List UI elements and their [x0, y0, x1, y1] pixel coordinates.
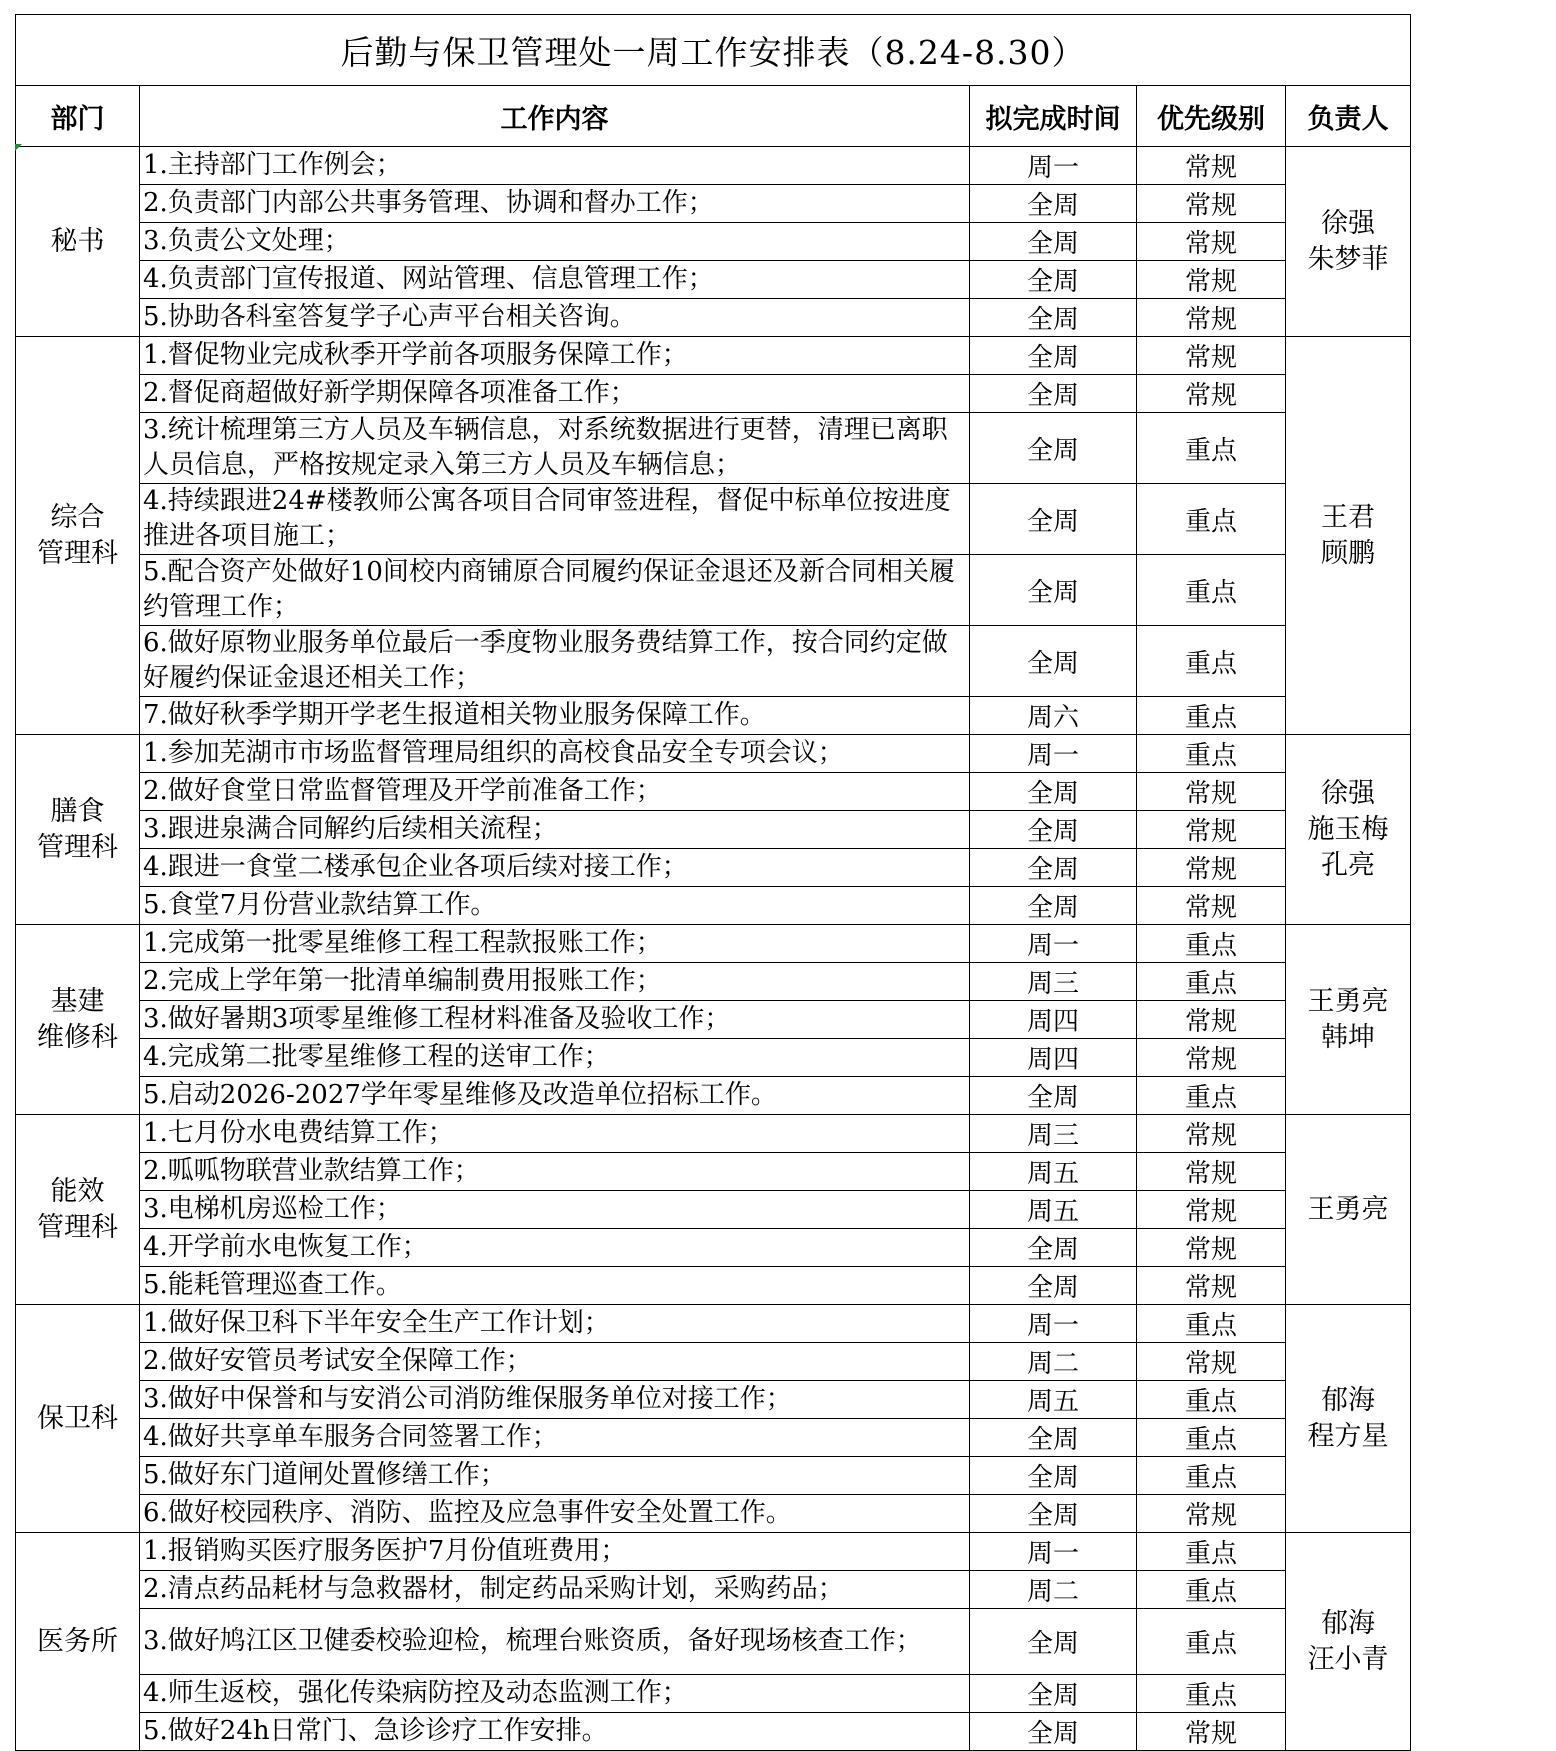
time-cell: 周二: [970, 1571, 1137, 1609]
owner-cell: 徐强 朱梦菲: [1286, 147, 1411, 337]
task-cell: 6.做好原物业服务单位最后一季度物业服务费结算工作，按合同约定做好履约保证金退还相关工作；: [140, 626, 970, 697]
priority-cell: 常规: [1137, 1039, 1286, 1077]
task-cell: 3.电梯机房巡检工作；: [140, 1191, 970, 1229]
priority-cell: 重点: [1137, 1419, 1286, 1457]
priority-cell: 重点: [1137, 555, 1286, 626]
dept-cell: 基建 维修科: [16, 925, 140, 1115]
task-cell: 6.做好校园秩序、消防、监控及应急事件安全处置工作。: [140, 1495, 970, 1533]
task-cell: 5.做好24h日常门、急诊诊疗工作安排。: [140, 1713, 970, 1751]
priority-cell: 重点: [1137, 1457, 1286, 1495]
priority-cell: 重点: [1137, 1533, 1286, 1571]
table-row: [16, 1533, 1411, 1571]
task-cell: 2.做好食堂日常监督管理及开学前准备工作；: [140, 773, 970, 811]
priority-cell: 重点: [1137, 626, 1286, 697]
table-row: [16, 963, 1411, 1001]
time-cell: 全周: [970, 375, 1137, 413]
priority-cell: 重点: [1137, 1077, 1286, 1115]
owner-cell: 徐强 施玉梅 孔亮: [1286, 735, 1411, 925]
priority-cell: 常规: [1137, 811, 1286, 849]
header-priority: 优先级别: [1137, 86, 1286, 147]
dept-cell: 能效 管理科: [16, 1115, 140, 1305]
table-row: [16, 887, 1411, 925]
task-cell: 5.配合资产处做好10间校内商铺原合同履约保证金退还及新合同相关履约管理工作；: [140, 555, 970, 626]
task-cell: 2.负责部门内部公共事务管理、协调和督办工作；: [140, 185, 970, 223]
table-row: [16, 1571, 1411, 1609]
owner-cell: 王勇亮 韩坤: [1286, 925, 1411, 1115]
priority-cell: 重点: [1137, 925, 1286, 963]
time-cell: 周五: [970, 1191, 1137, 1229]
time-cell: 全周: [970, 223, 1137, 261]
task-cell: 3.跟进泉满合同解约后续相关流程；: [140, 811, 970, 849]
priority-cell: 常规: [1137, 1115, 1286, 1153]
time-cell: 周四: [970, 1039, 1137, 1077]
table-row: [16, 773, 1411, 811]
time-cell: 周二: [970, 1343, 1137, 1381]
task-cell: 4.跟进一食堂二楼承包企业各项后续对接工作；: [140, 849, 970, 887]
table-row: [16, 735, 1411, 773]
time-cell: 全周: [970, 1077, 1137, 1115]
task-cell: 2.完成上学年第一批清单编制费用报账工作；: [140, 963, 970, 1001]
table-row: [16, 697, 1411, 735]
task-cell: 1.完成第一批零星维修工程工程款报账工作；: [140, 925, 970, 963]
priority-cell: 常规: [1137, 773, 1286, 811]
time-cell: 周一: [970, 925, 1137, 963]
task-cell: 3.做好鸠江区卫健委校验迎检，梳理台账资质，备好现场核查工作；: [140, 1609, 970, 1675]
table-row: [16, 626, 1411, 697]
priority-cell: 重点: [1137, 413, 1286, 484]
owner-cell: 王勇亮: [1286, 1115, 1411, 1305]
task-cell: 5.启动2026-2027学年零星维修及改造单位招标工作。: [140, 1077, 970, 1115]
dept-cell: 保卫科: [16, 1305, 140, 1533]
time-cell: 全周: [970, 773, 1137, 811]
task-cell: 3.做好中保誉和与安消公司消防维保服务单位对接工作；: [140, 1381, 970, 1419]
work-schedule-table: [15, 14, 1411, 1751]
task-cell: 4.完成第二批零星维修工程的送审工作；: [140, 1039, 970, 1077]
task-cell: 1.七月份水电费结算工作；: [140, 1115, 970, 1153]
priority-cell: 常规: [1137, 375, 1286, 413]
header-owner: 负责人: [1286, 86, 1411, 147]
priority-cell: 常规: [1137, 1495, 1286, 1533]
time-cell: 全周: [970, 849, 1137, 887]
task-cell: 5.食堂7月份营业款结算工作。: [140, 887, 970, 925]
table-row: [16, 299, 1411, 337]
time-cell: 全周: [970, 626, 1137, 697]
priority-cell: 常规: [1137, 147, 1286, 185]
time-cell: 周一: [970, 1533, 1137, 1571]
table-row: [16, 1115, 1411, 1153]
table-row: [16, 1419, 1411, 1457]
table-row: [16, 849, 1411, 887]
time-cell: 周三: [970, 963, 1137, 1001]
priority-cell: 常规: [1137, 1267, 1286, 1305]
priority-cell: 重点: [1137, 963, 1286, 1001]
time-cell: 全周: [970, 484, 1137, 555]
priority-cell: 常规: [1137, 1229, 1286, 1267]
time-cell: 全周: [970, 185, 1137, 223]
table-row: [16, 1229, 1411, 1267]
time-cell: 全周: [970, 1675, 1137, 1713]
priority-cell: 常规: [1137, 887, 1286, 925]
time-cell: 周六: [970, 697, 1137, 735]
time-cell: 全周: [970, 887, 1137, 925]
table-row: [16, 1713, 1411, 1751]
owner-cell: 郁海 汪小青: [1286, 1533, 1411, 1751]
priority-cell: 重点: [1137, 1381, 1286, 1419]
time-cell: 周五: [970, 1381, 1137, 1419]
priority-cell: 常规: [1137, 299, 1286, 337]
priority-cell: 重点: [1137, 1609, 1286, 1675]
task-cell: 4.持续跟进24#楼教师公寓各项目合同审签进程，督促中标单位按进度推进各项目施工；: [140, 484, 970, 555]
task-cell: 2.督促商超做好新学期保障各项准备工作；: [140, 375, 970, 413]
table-row: [16, 413, 1411, 484]
priority-cell: 常规: [1137, 261, 1286, 299]
time-cell: 全周: [970, 1419, 1137, 1457]
time-cell: 周三: [970, 1115, 1137, 1153]
task-cell: 1.报销购买医疗服务医护7月份值班费用；: [140, 1533, 970, 1571]
priority-cell: 重点: [1137, 1305, 1286, 1343]
task-cell: 4.师生返校，强化传染病防控及动态监测工作；: [140, 1675, 970, 1713]
table-row: [16, 1305, 1411, 1343]
table-row: [16, 1001, 1411, 1039]
time-cell: 全周: [970, 1495, 1137, 1533]
header-content: 工作内容: [140, 86, 970, 147]
dept-cell: 综合 管理科: [16, 337, 140, 735]
time-cell: 周一: [970, 735, 1137, 773]
header-time: 拟完成时间: [970, 86, 1137, 147]
owner-cell: 郁海 程方星: [1286, 1305, 1411, 1533]
task-cell: 2.呱呱物联营业款结算工作；: [140, 1153, 970, 1191]
dept-cell: 医务所: [16, 1533, 140, 1751]
table-row: [16, 1609, 1411, 1675]
dept-cell: 膳食 管理科: [16, 735, 140, 925]
priority-cell: 常规: [1137, 849, 1286, 887]
task-cell: 2.做好安管员考试安全保障工作；: [140, 1343, 970, 1381]
time-cell: 全周: [970, 1267, 1137, 1305]
priority-cell: 重点: [1137, 735, 1286, 773]
owner-cell: 王君 顾鹏: [1286, 337, 1411, 735]
task-cell: 7.做好秋季学期开学老生报道相关物业服务保障工作。: [140, 697, 970, 735]
time-cell: 全周: [970, 1229, 1137, 1267]
time-cell: 全周: [970, 261, 1137, 299]
table-row: [16, 1381, 1411, 1419]
priority-cell: 重点: [1137, 484, 1286, 555]
time-cell: 全周: [970, 413, 1137, 484]
priority-cell: 常规: [1137, 1343, 1286, 1381]
time-cell: 全周: [970, 1457, 1137, 1495]
task-cell: 5.协助各科室答复学子心声平台相关咨询。: [140, 299, 970, 337]
task-cell: 3.负责公文处理；: [140, 223, 970, 261]
task-cell: 1.督促物业完成秋季开学前各项服务保障工作；: [140, 337, 970, 375]
table-row: [16, 925, 1411, 963]
table-row: [16, 1153, 1411, 1191]
time-cell: 全周: [970, 1609, 1137, 1675]
dept-cell: 秘书: [16, 147, 140, 337]
priority-cell: 重点: [1137, 1571, 1286, 1609]
time-cell: 全周: [970, 555, 1137, 626]
table-row: [16, 1267, 1411, 1305]
priority-cell: 常规: [1137, 1153, 1286, 1191]
table-row: [16, 1457, 1411, 1495]
priority-cell: 常规: [1137, 1191, 1286, 1229]
task-cell: 1.主持部门工作例会；: [140, 147, 970, 185]
priority-cell: 常规: [1137, 1001, 1286, 1039]
task-cell: 1.参加芜湖市市场监督管理局组织的高校食品安全专项会议；: [140, 735, 970, 773]
priority-cell: 常规: [1137, 1713, 1286, 1751]
table-row: [16, 375, 1411, 413]
task-cell: 5.做好东门道闸处置修缮工作；: [140, 1457, 970, 1495]
time-cell: 全周: [970, 811, 1137, 849]
priority-cell: 常规: [1137, 223, 1286, 261]
table-row: [16, 1077, 1411, 1115]
table-row: [16, 555, 1411, 626]
table-row: [16, 337, 1411, 375]
time-cell: 全周: [970, 299, 1137, 337]
task-cell: 3.做好暑期3项零星维修工程材料准备及验收工作；: [140, 1001, 970, 1039]
priority-cell: 重点: [1137, 1675, 1286, 1713]
table-row: [16, 1039, 1411, 1077]
task-cell: 2.清点药品耗材与急救器材，制定药品采购计划，采购药品；: [140, 1571, 970, 1609]
cell-marker-icon: [15, 144, 22, 151]
task-cell: 5.能耗管理巡查工作。: [140, 1267, 970, 1305]
time-cell: 全周: [970, 337, 1137, 375]
table-row: [16, 147, 1411, 185]
table-row: [16, 261, 1411, 299]
priority-cell: 常规: [1137, 337, 1286, 375]
task-cell: 3.统计梳理第三方人员及车辆信息，对系统数据进行更替，清理已离职人员信息，严格按规定录入第三方人员及车辆信息；: [140, 413, 970, 484]
time-cell: 全周: [970, 1713, 1137, 1751]
table-row: [16, 223, 1411, 261]
table-row: [16, 1495, 1411, 1533]
page-title: 后勤与保卫管理处一周工作安排表（8.24-8.30）: [16, 15, 1411, 86]
time-cell: 周四: [970, 1001, 1137, 1039]
task-cell: 4.开学前水电恢复工作；: [140, 1229, 970, 1267]
task-cell: 4.做好共享单车服务合同签署工作；: [140, 1419, 970, 1457]
table-row: [16, 1191, 1411, 1229]
table-row: [16, 484, 1411, 555]
task-cell: 4.负责部门宣传报道、网站管理、信息管理工作；: [140, 261, 970, 299]
task-cell: 1.做好保卫科下半年安全生产工作计划；: [140, 1305, 970, 1343]
table-row: [16, 1675, 1411, 1713]
table-row: [16, 811, 1411, 849]
priority-cell: 重点: [1137, 697, 1286, 735]
table-row: [16, 1343, 1411, 1381]
table-row: [16, 185, 1411, 223]
time-cell: 周一: [970, 1305, 1137, 1343]
time-cell: 周五: [970, 1153, 1137, 1191]
priority-cell: 常规: [1137, 185, 1286, 223]
header-dept: 部门: [16, 86, 140, 147]
time-cell: 周一: [970, 147, 1137, 185]
